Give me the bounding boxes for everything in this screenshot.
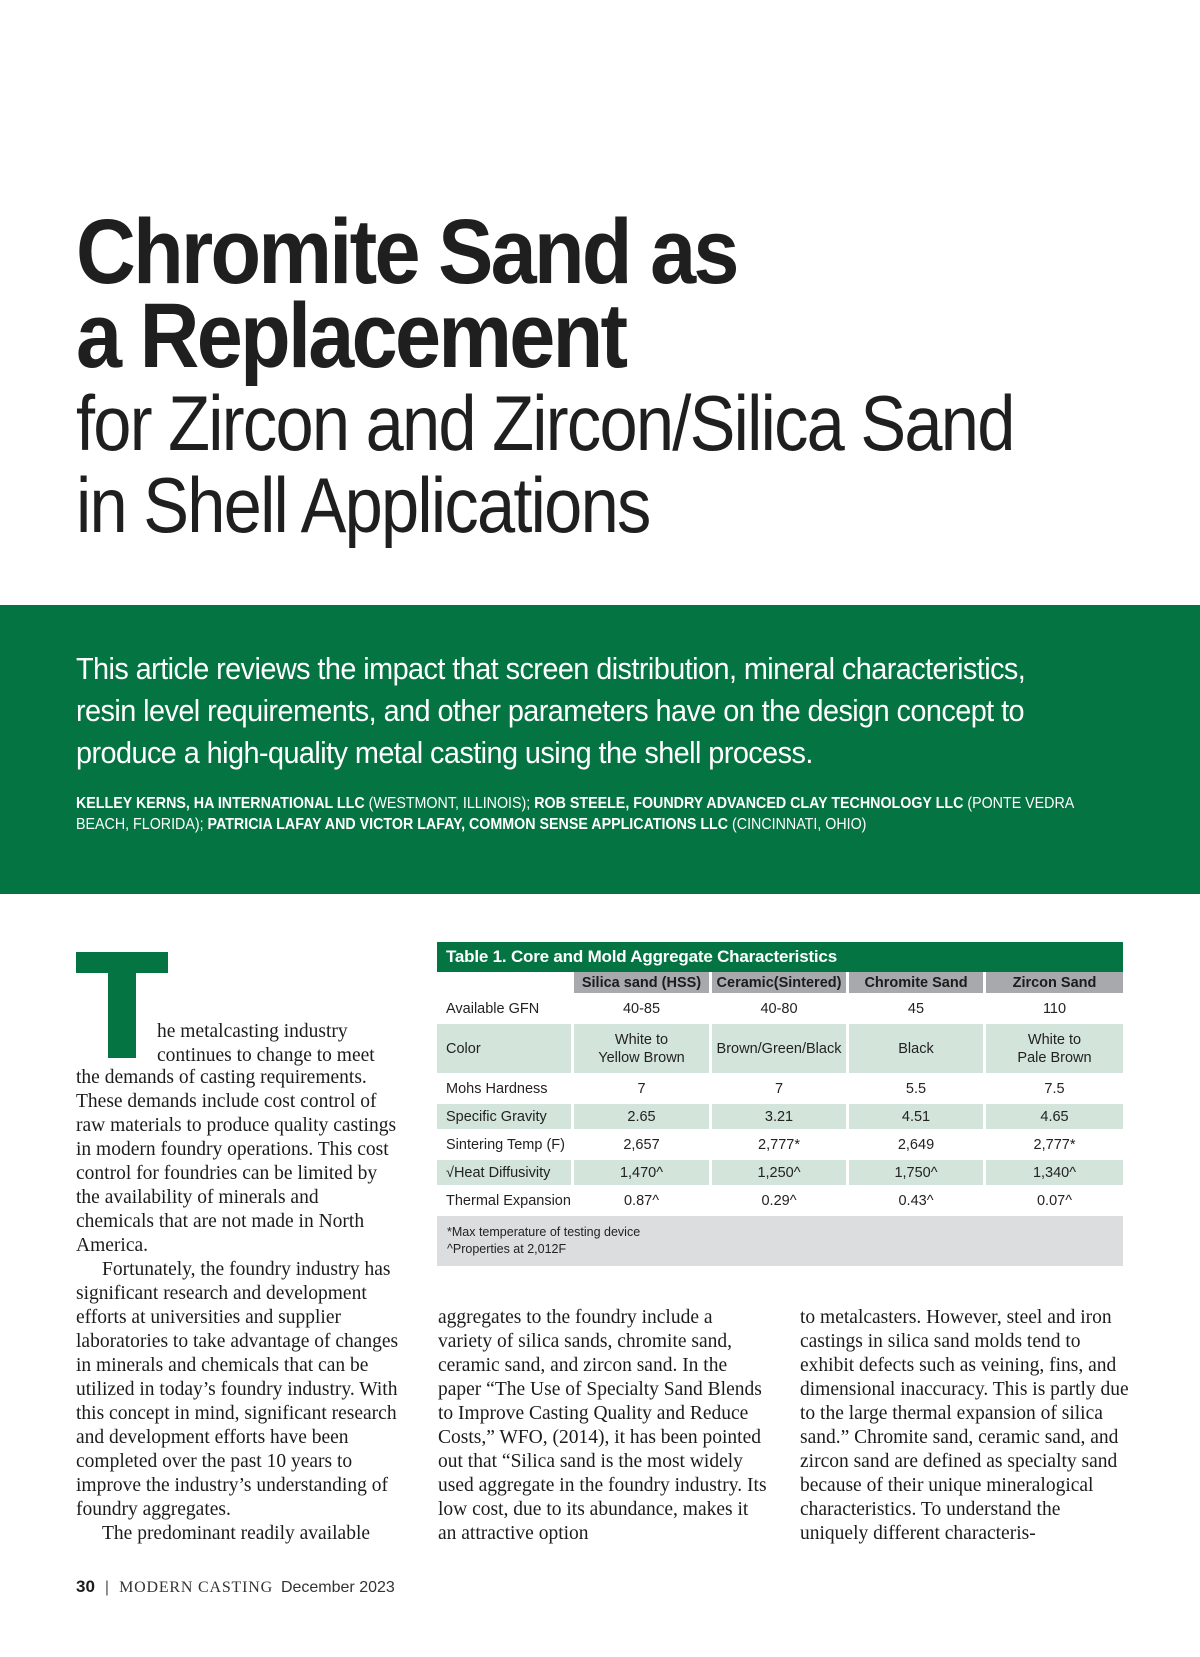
lead-lines	[157, 1020, 407, 1068]
aggregate-table	[437, 942, 1123, 1266]
table-cell: 7.5	[986, 1076, 1123, 1104]
table-cell: 40-85	[574, 996, 712, 1024]
paragraph: to metalcasters. However, steel and iron castings in silica sand molds tend to exhibit defects such as veining, fins, and dimensional inaccuracy. This is partly due to the large thermal expansion of silica sand.” Chromite sand, ceramic sand, and zircon sand are defined as specialty sand because of their unique mineralogical characteristics. To understand the uniquely different characteris-	[800, 1307, 1129, 1544]
table-header-cell: Ceramic(Sintered)	[712, 972, 849, 996]
table-cell: 110	[986, 996, 1123, 1024]
table-cell: Black	[849, 1024, 986, 1076]
table-caption: Table 1. Core and Mold Aggregate Characteristics	[437, 942, 1123, 972]
title-line-1: Chromite Sand as	[76, 201, 737, 303]
table-row	[437, 1104, 1123, 1132]
table-row	[437, 996, 1123, 1024]
lead-line-1: he metalcasting industry	[157, 1021, 348, 1042]
deck-banner	[0, 605, 1200, 894]
table-cell: 0.87^	[574, 1188, 712, 1216]
page-number: 30	[76, 1577, 95, 1596]
drop-cap-T	[76, 952, 168, 1058]
table-cell: 2,649	[849, 1132, 986, 1160]
paragraph: The predominant readily available	[102, 1523, 371, 1544]
table-cell: 2.65	[574, 1104, 712, 1132]
paragraph: Fortunately, the foundry industry has significant research and development efforts at universities and supplier laboratories to take advantage of changes in minerals and chemicals that can be utilized in today’s foundry industry. With this concept in mind, significant research and development efforts have been completed over the past 10 years to improve the industry’s understanding of foundry aggregates.	[76, 1259, 399, 1520]
table-row	[437, 1160, 1123, 1188]
table-cell: White to Yellow Brown	[574, 1024, 712, 1076]
issue-date: December 2023	[280, 1579, 395, 1596]
table-cell: 2,777*	[712, 1132, 849, 1160]
table-cell: 5.5	[849, 1076, 986, 1104]
table-row	[437, 1132, 1123, 1160]
table-notes	[437, 1216, 1123, 1266]
table-cell: Brown/Green/Black	[712, 1024, 849, 1076]
table-cell: 7	[712, 1076, 849, 1104]
table-cell: White to Pale Brown	[986, 1024, 1123, 1076]
data-table	[437, 972, 1123, 1216]
table-header-cell: Zircon Sand	[986, 972, 1123, 996]
author-1-location: (WESTMONT, ILLINOIS);	[364, 795, 535, 812]
lead-line-2: continues to change to meet	[157, 1045, 375, 1066]
author-3-name: PATRICIA LAFAY AND VICTOR LAFAY, COMMON SENSE APPLICATIONS LLC	[207, 816, 729, 833]
author-byline	[76, 793, 1116, 835]
table-cell: 4.65	[986, 1104, 1123, 1132]
table-row	[437, 1076, 1123, 1104]
drop-cap-stem	[108, 952, 136, 1058]
table-header-cell: Silica sand (HSS)	[574, 972, 712, 996]
table-cell: 2,657	[574, 1132, 712, 1160]
footer-separator: |	[104, 1579, 110, 1596]
publication-name: MODERN CASTING	[119, 1579, 273, 1596]
page-footer	[76, 1577, 395, 1597]
table-cell: 7	[574, 1076, 712, 1104]
paragraph: aggregates to the foundry include a variety of silica sands, chromite sand, ceramic sand, and zircon sand. In the paper “The Use of Specialty Sand Blends to Improve Casting Quality and Reduce Costs,” WFO, (2014), it has been pointed out that “Silica sand is the most widely used aggregate in the foundry industry. Its low cost, due to its abundance, makes it an attractive option	[438, 1307, 767, 1544]
table-cell: Specific Gravity	[437, 1104, 574, 1132]
table-note: *Max temperature of testing device	[447, 1225, 641, 1239]
article-deck: This article reviews the impact that screen distribution, mineral characteristics, resin level requirements, and other parameters have on the design concept to produce a high-quality metal casting using the shell process.	[76, 651, 1026, 770]
body-column-1	[76, 1066, 401, 1546]
table-cell: 1,340^	[986, 1160, 1123, 1188]
author-1-name: KELLEY KERNS, HA INTERNATIONAL LLC	[76, 795, 365, 812]
table-header-row	[437, 972, 1123, 996]
title-line-3: for Zircon and Zircon/Silica Sand	[76, 379, 1014, 467]
table-cell: 0.07^	[986, 1188, 1123, 1216]
table-cell: 1,250^	[712, 1160, 849, 1188]
paragraph: the demands of casting requirements. These demands include cost control of raw materials to produce quality castings in modern foundry operations. This cost control for foundries can be limited by the availability of minerals and chemicals that are not made in North America.	[76, 1067, 397, 1256]
table-cell: Color	[437, 1024, 574, 1076]
body-column-2	[438, 1306, 768, 1546]
table-cell: 45	[849, 996, 986, 1024]
author-2-name: ROB STEELE, FOUNDRY ADVANCED CLAY TECHNOLOGY LLC	[534, 795, 964, 812]
table-cell: 40-80	[712, 996, 849, 1024]
table-cell: 1,750^	[849, 1160, 986, 1188]
table-row	[437, 1188, 1123, 1216]
table-cell: 0.29^	[712, 1188, 849, 1216]
article-title	[76, 201, 1156, 549]
title-line-2: a Replacement	[76, 285, 626, 387]
table-cell: Sintering Temp (F)	[437, 1132, 574, 1160]
table-cell: 0.43^	[849, 1188, 986, 1216]
table-header-cell: Chromite Sand	[849, 972, 986, 996]
table-cell: 4.51	[849, 1104, 986, 1132]
title-line-4: in Shell Applications	[76, 461, 650, 549]
table-row	[437, 1024, 1123, 1076]
table-cell: 3.21	[712, 1104, 849, 1132]
author-2-location: (PONTE VEDRA BEACH, FLORIDA);	[76, 795, 1074, 833]
table-cell: Available GFN	[437, 996, 574, 1024]
table-header-cell	[437, 972, 574, 996]
table-cell: Mohs Hardness	[437, 1076, 574, 1104]
table-cell: 1,470^	[574, 1160, 712, 1188]
table-cell: √Heat Diffusivity	[437, 1160, 574, 1188]
body-column-3	[800, 1306, 1130, 1546]
table-cell: Thermal Expansion	[437, 1188, 574, 1216]
table-note: ^Properties at 2,012F	[447, 1242, 567, 1256]
table-cell: 2,777*	[986, 1132, 1123, 1160]
author-3-location: (CINCINNATI, OHIO)	[728, 816, 867, 833]
